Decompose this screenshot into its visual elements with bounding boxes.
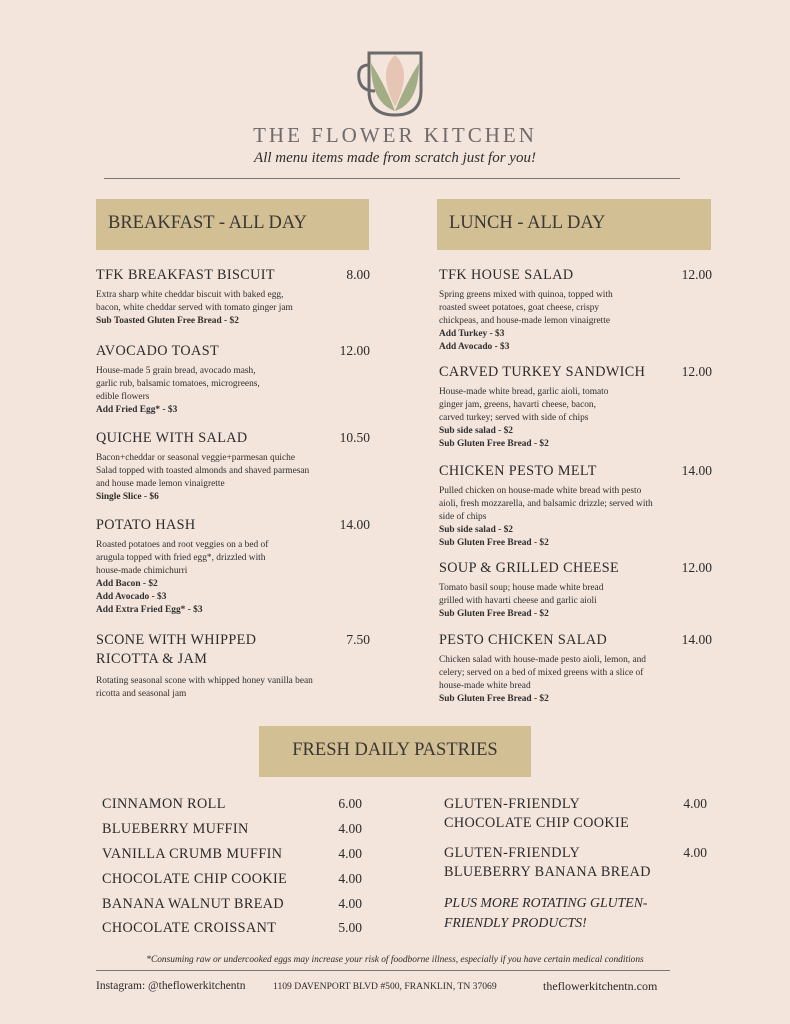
item-option: Sub Gluten Free Bread - $2 <box>439 537 549 548</box>
item-option: Sub side salad - $2 <box>439 425 513 436</box>
pastry-price: 4.00 <box>683 796 707 811</box>
item-price: 12.00 <box>681 267 712 282</box>
pastry-name: CINNAMON ROLL <box>102 796 226 812</box>
description-line: Extra sharp white cheddar biscuit with baked egg, <box>96 290 284 300</box>
item-option: Sub Toasted Gluten Free Bread - $2 <box>96 315 239 326</box>
item-description <box>439 485 679 550</box>
pastry-item <box>102 845 362 870</box>
pastry-name: BANANA WALNUT BREAD <box>102 896 285 912</box>
pastry-price: 4.00 <box>338 871 362 886</box>
lunch-title: LUNCH - ALL DAY <box>449 213 606 233</box>
item-name: TFK BREAKFAST BISCUIT <box>96 267 275 283</box>
item-name: POTATO HASH <box>96 517 196 533</box>
item-option: Sub side salad - $2 <box>439 524 513 535</box>
item-option: Single Slice - $6 <box>96 491 159 502</box>
flower-cup-icon <box>355 45 435 120</box>
item-name: SCONE WITH WHIPPED <box>96 632 257 648</box>
description-line: celery; served on a bed of mixed greens with a slice of <box>439 667 644 678</box>
item-option: Add Avocado - $3 <box>439 341 510 352</box>
breakfast-header <box>96 199 369 250</box>
instagram-handle[interactable]: Instagram: @theflowerkitchentn <box>96 980 246 992</box>
lunch-header <box>437 199 711 250</box>
item-description <box>96 289 370 328</box>
pastry-item <box>444 795 707 833</box>
item-description <box>439 289 712 354</box>
menu-item <box>96 342 370 417</box>
description-line: House-made 5 grain bread, avocado mash, <box>96 366 256 376</box>
item-price: 14.00 <box>339 517 370 532</box>
pastries-header <box>259 726 531 777</box>
pastry-name: CHOCOLATE CROISSANT <box>102 920 277 936</box>
note-line: PLUS MORE ROTATING GLUTEN- <box>444 895 648 910</box>
item-option: Sub Gluten Free Bread - $2 <box>439 693 549 704</box>
item-name-line2: RICOTTA & JAM <box>96 651 208 667</box>
item-option: Add Turkey - $3 <box>439 328 505 339</box>
description-line: Roasted potatoes and root veggies on a bed of <box>96 540 269 550</box>
menu-item <box>439 462 712 550</box>
description-line: and house made lemon vinaigrette <box>96 478 225 489</box>
description-line: side of chips <box>439 511 487 522</box>
item-price: 10.50 <box>339 430 370 445</box>
menu-item <box>439 266 712 354</box>
pastry-price: 5.00 <box>338 920 362 935</box>
disclaimer: *Consuming raw or undercooked eggs may increase your risk of foodborne illness, especially if you have certain medical conditions <box>146 955 644 965</box>
pastry-item <box>102 895 362 919</box>
description-line: Bacon+cheddar or seasonal veggie+parmesan quiche <box>96 453 296 463</box>
description-line: arugula topped with fried egg*, drizzled with <box>96 552 266 563</box>
pastry-price: 6.00 <box>338 796 362 811</box>
description-line: ginger jam, greens, havarti cheese, bacon, <box>439 399 596 410</box>
item-name: QUICHE WITH SALAD <box>96 430 248 446</box>
pastry-name: CHOCOLATE CHIP COOKIE <box>102 871 288 887</box>
tagline: All menu items made from scratch just for you! <box>254 150 536 166</box>
pastry-name: GLUTEN-FRIENDLY <box>444 845 581 861</box>
pastry-price: 4.00 <box>338 846 362 861</box>
brand-name: THE FLOWER KITCHEN <box>253 123 537 147</box>
item-name: CARVED TURKEY SANDWICH <box>439 364 646 380</box>
item-description <box>96 452 346 504</box>
item-price: 7.50 <box>346 632 370 647</box>
menu-item <box>439 559 712 621</box>
description-line: roasted sweet potatoes, goat cheese, crispy <box>439 302 600 313</box>
pastry-name: VANILLA CRUMB MUFFIN <box>102 846 283 862</box>
description-line: House-made white bread, garlic aioli, tomato <box>439 387 609 397</box>
item-price: 8.00 <box>346 267 370 282</box>
breakfast-title: BREAKFAST - ALL DAY <box>108 213 307 233</box>
pastries-title: FRESH DAILY PASTRIES <box>292 740 498 760</box>
item-price: 12.00 <box>681 560 712 575</box>
pastry-price: 4.00 <box>338 896 362 911</box>
item-name: CHICKEN PESTO MELT <box>439 463 597 479</box>
item-price: 12.00 <box>681 364 712 379</box>
item-option: Sub Gluten Free Bread - $2 <box>439 608 549 619</box>
description-line: Tomato basil soup; house made white bread <box>439 583 604 593</box>
item-option: Add Avocado - $3 <box>96 591 167 602</box>
pastry-item <box>102 795 362 820</box>
pastry-item <box>444 844 707 882</box>
menu-item <box>96 516 370 616</box>
item-name: AVOCADO TOAST <box>96 343 220 359</box>
website-link[interactable]: theflowerkitchentn.com <box>543 979 658 993</box>
description-line: Pulled chicken on house-made white bread with pesto <box>439 486 642 496</box>
menu-item <box>439 631 712 706</box>
pastry-list <box>102 795 362 944</box>
pastries-note <box>444 893 707 932</box>
menu-item <box>96 429 370 504</box>
description-line: garlic rub, balsamic tomatoes, microgreens, <box>96 378 260 389</box>
item-description <box>439 386 712 451</box>
header-divider <box>104 178 680 179</box>
pastry-item <box>102 870 362 895</box>
menu-item <box>96 266 370 328</box>
pastry-name: GLUTEN-FRIENDLY <box>444 796 581 812</box>
footer-divider <box>96 970 670 971</box>
description-line: aioli, fresh mozzarella, and balsamic drizzle; served with <box>439 498 653 509</box>
description-line: chickpeas, and house-made lemon vinaigrette <box>439 315 611 326</box>
item-option: Sub Gluten Free Bread - $2 <box>439 438 549 449</box>
item-description <box>96 365 370 417</box>
pastry-name: BLUEBERRY MUFFIN <box>102 821 249 837</box>
description-line: Spring greens mixed with quinoa, topped with <box>439 290 613 300</box>
item-option: Add Bacon - $2 <box>96 578 158 589</box>
item-option: Add Extra Fried Egg* - $3 <box>96 604 203 615</box>
pastry-name-line2: CHOCOLATE CHIP COOKIE <box>444 815 630 831</box>
description-line: carved turkey; served with side of chips <box>439 412 589 423</box>
description-line: Chicken salad with house-made pesto aioli, lemon, and <box>439 655 646 665</box>
item-name: SOUP & GRILLED CHEESE <box>439 560 620 576</box>
item-name: TFK HOUSE SALAD <box>439 267 574 283</box>
item-price: 12.00 <box>339 343 370 358</box>
item-description <box>96 539 370 616</box>
menu-item <box>96 631 370 701</box>
item-name: PESTO CHICKEN SALAD <box>439 632 608 648</box>
description-line: grilled with havarti cheese and garlic aioli <box>439 595 597 606</box>
item-price: 14.00 <box>681 632 712 647</box>
description-line: house-made chimichurri <box>96 565 188 576</box>
description-line: house-made white bread <box>439 680 531 691</box>
description-line: edible flowers <box>96 391 150 402</box>
pastry-price: 4.00 <box>338 821 362 836</box>
item-description <box>96 675 356 701</box>
pastry-item <box>102 919 362 944</box>
description-line: bacon, white cheddar served with tomato ginger jam <box>96 302 293 313</box>
note-line: FRIENDLY PRODUCTS! <box>444 914 587 930</box>
pastry-price: 4.00 <box>683 845 707 860</box>
description-line: Rotating seasonal scone with whipped honey vanilla bean <box>96 676 313 686</box>
pastry-item <box>102 820 362 845</box>
address: 1109 DAVENPORT BLVD #500, FRANKLIN, TN 37069 <box>273 981 497 992</box>
item-description <box>439 582 712 621</box>
description-line: Salad topped with toasted almonds and shaved parmesan <box>96 465 310 476</box>
pastry-name-line2: BLUEBERRY BANANA BREAD <box>444 864 651 880</box>
item-description <box>439 654 679 706</box>
item-price: 14.00 <box>681 463 712 478</box>
menu-item <box>439 363 712 451</box>
item-option: Add Fried Egg* - $3 <box>96 404 178 415</box>
description-line: ricotta and seasonal jam <box>96 688 187 699</box>
